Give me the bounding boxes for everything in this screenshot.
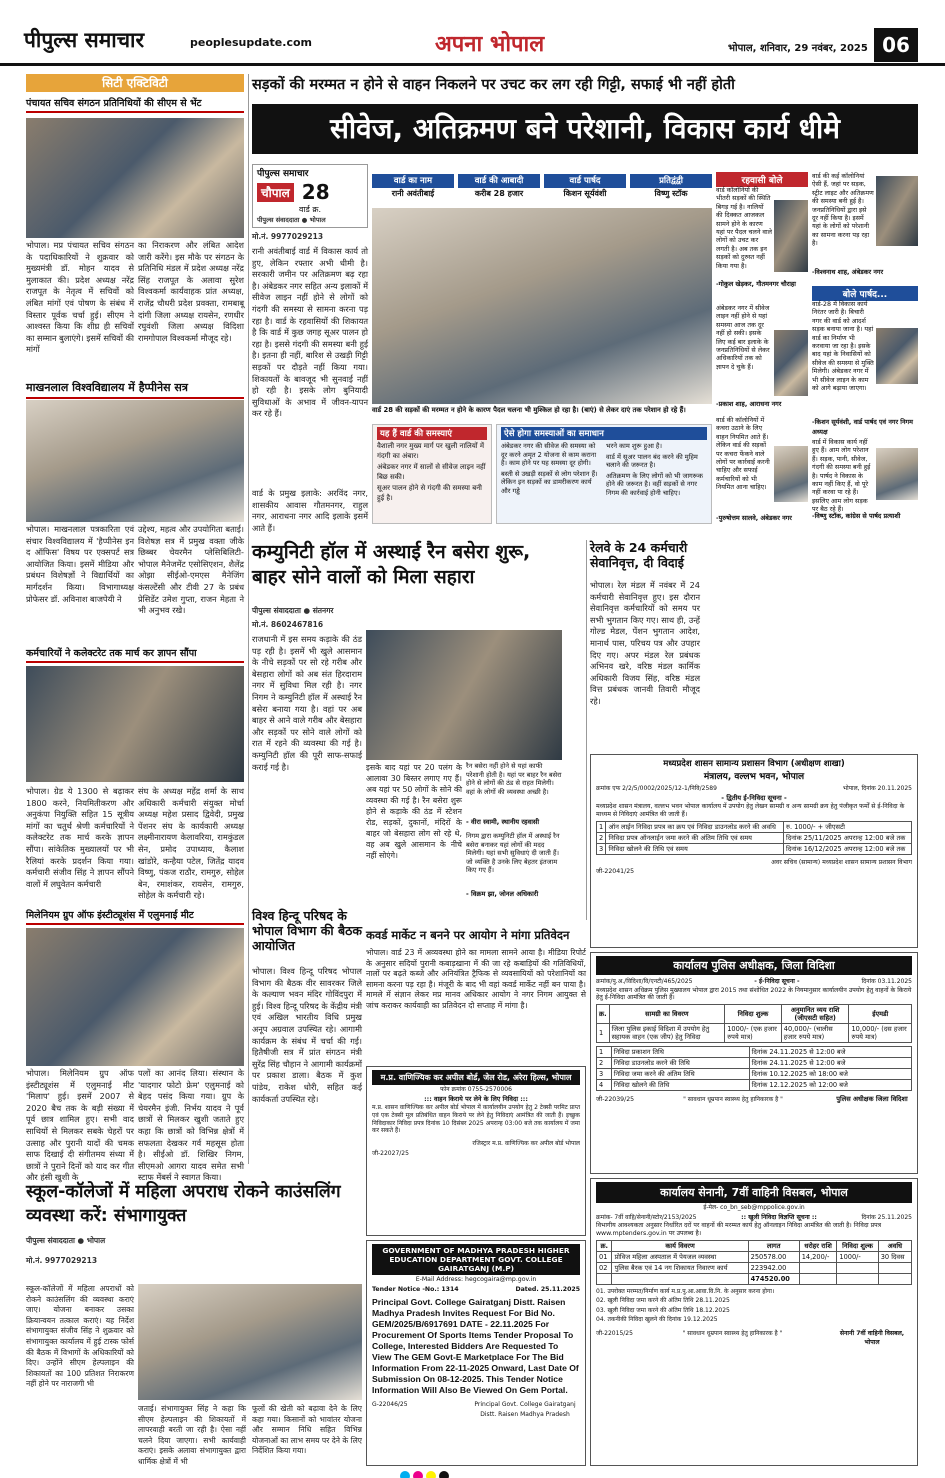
cell: दिनांक 16/12/2025 अपरान्ह 12:00 बजे तक bbox=[784, 843, 912, 854]
ward-name: रानी अवंतीबाई bbox=[391, 189, 435, 198]
hed-sign: Principal Govt. College Gairatganj Distt. Raisen Madhya Pradesh bbox=[474, 1401, 576, 1418]
cell bbox=[878, 1273, 911, 1284]
cell bbox=[597, 1273, 612, 1284]
cell: 3 bbox=[597, 843, 606, 854]
gad-body: मध्यप्रदेश शासन मंत्रालय, वल्लभ भवन भोपाल कार्यालय में उपयोग हेतु लेखन सामग्री व अन्य सामग्री क्रय हेतु पंजीकृत फर्मों से ई-निविदा के माध्यम से निविदाएं आमंत्रित की जाती हैं। bbox=[596, 803, 905, 818]
cell: 1000/- (एक हजार रुपये मात्र) bbox=[725, 1024, 782, 1043]
table-row bbox=[597, 1262, 912, 1273]
s2-title: माखनलाल विश्वविद्यालय में हैप्पीनेस सत्र bbox=[26, 380, 244, 399]
table-row bbox=[597, 1005, 912, 1024]
solution-2: बस्ती से उखड़ी सड़कों से लोग परेशान हैं। लेकिन इन सड़कों का डामरीकरण कार्य और गड्ढे bbox=[501, 469, 598, 495]
sena-title: कार्यालय सेनानी, 7वीं वाहिनी विसबल, भोपाल bbox=[596, 1182, 912, 1203]
resident-2: अंबेडकर नगर में सीवेज लाइन नहीं होने से यहां समस्या आज तक दूर नहीं हो सकी। इसके लिए कई बार इलाके के जनप्रतिनिधियों से लेकर अधिकारियों तक को ज्ञापन दे चुके हैं। bbox=[716, 304, 770, 371]
rain-basera-headline: कम्युनिटी हॉल में अस्थाई रैन बसेरा शुरू, बाहर सोने वालों को मिला सहारा bbox=[252, 541, 531, 588]
cyan-mark bbox=[400, 1471, 410, 1478]
chaupal-box bbox=[252, 164, 368, 228]
rival-label: प्रतिद्वंद्वी bbox=[630, 174, 712, 188]
cell: दिनांक 12.12.2025 को 12:00 बजे bbox=[749, 1080, 911, 1091]
resident-4-photo bbox=[876, 176, 918, 246]
s3-title: कर्मचारियों ने कलेक्टरेट तक मार्च कर ज्ञापन सौंपा bbox=[26, 646, 244, 663]
problem-2: अंबेडकर नगर में सालों से सीवेज लाइन नहीं बिछ सकी। bbox=[377, 463, 486, 481]
cell: 14,200/- bbox=[799, 1251, 837, 1262]
resident-2-name: -प्रकाश शाह, आराधना नगर bbox=[716, 400, 782, 408]
header-cell: कार्य विवरण bbox=[612, 1240, 748, 1251]
header-cell: ईएमडी bbox=[849, 1005, 912, 1024]
hed-g: G-22046/25 bbox=[372, 1401, 408, 1408]
resident-3: वार्ड की कॉलोनियों में कचरा उठाने के लिए वाहन नियमित आते हैं। लेकिन वार्ड की सड़कों पर कचरा फेंकने वाले लोगों पर कार्रवाई करनी चाहिए और सफाई कर्मचारियों को भी नियमित आना चाहिए। bbox=[716, 416, 770, 492]
cell: 1000/- bbox=[837, 1251, 878, 1262]
solution-4: वार्ड में सूअर पालन बंद करने की मुहिम चलाने की जरूरत है। bbox=[606, 452, 698, 470]
gad-table bbox=[596, 821, 912, 855]
kabad-body: भोपाल। वार्ड 23 में अव्यवस्था होने का मामला सामने आया है। मीडिया रिपोर्ट के अनुसार सदियों पुरानी कबाड़खाना में की जा रहे कबाड़ियों की गतिविधियों, नालों पर बढ़ते कब्जे और अनियंत्रित ट्रैफिक से व्यवसायियों को परेशानियों का सामना करना पड़ रहा है। मंजूरी के बाद भी वहां कवर्ड मार्केट नहीं बन पाया है। मामले में संज्ञान लेकर मप्र मानव अधिकार आयोग ने नगर निगम आयुक्त से जांच कराकर कार्यवाही का प्रतिवेदन दो सप्ताह में मांगा है। bbox=[366, 948, 586, 1010]
gad-title: मध्यप्रदेश शासन सामान्य प्रशासन विभाग (अधीक्षण शाखा) bbox=[663, 759, 845, 769]
school-body-a: स्कूल-कॉलेजों में महिला अपराधों को रोकने काउंसलिंग की व्यवस्था कराएं जाए। योजना बनाकर उसका क्रियान्वयन तत्काल कराएं। यह निर्देश संभागायुक्त संजीव सिंह ने शुक्रवार को संभागायुक्त कार्यालय में हुई टास्क फोर्स की बैठक में विभागों के अधिकारियों को दिए। उन्होंने सीएम हेल्पलाइन की शिकायतों का 100 प्रतिशत निराकरण नहीं होने पर नाराजगी भी bbox=[26, 1284, 134, 1389]
header-cell: अनुमानित व्यय राशि (जीएसटी सहित) bbox=[781, 1005, 849, 1024]
kabad-headline: कवर्ड मार्केट न बनने पर आयोग ने मांगा प्रतिवेदन bbox=[366, 928, 570, 942]
sena-std: " सावधान धूम्रपान स्वास्थ्य हेतु हानिकारक है " bbox=[682, 1329, 783, 1337]
s4-text-a: भोपाल। मिलेनियम ग्रुप ऑफ इंस्टीट्यूशंस में एलुमनाई मीट 'मिलाप' हुई। इसमें 2007 से 2020 बैच तक के बड़ी संख्या में पूर्व छात्र शामिल हुए। सभी वाद साथियों से मिलकर सबके चेहरों पर उत्साह और पुरानी यादों की चमक साफ दिखाई दी संगीतमय संध्या में छात्रों ने पुराने दिनों को याद कर गीत और हंसी खुशी के bbox=[26, 1068, 134, 1183]
header-cell: अवधि bbox=[878, 1240, 911, 1251]
lead-body-a: रानी अवंतीबाई वार्ड में विकास कार्य तो हुए, लेकिन रफ्तार अभी धीमी है। सरकारी जमीन पर अतिक्रमण बढ़ रहा है। अंबेडकर नगर सहित अन्य इलाकों में सीवेज लाइन नहीं होने से लोगों को गंदगी की समस्या से सामना करना पड़ रहा है। वार्ड के रहवासियों की शिकायत है कि वार्ड में कुछ जगह सूअर पालन हो रहा है। इससे गंदगी की समस्या बनी हुई है। इतना ही नहीं, बारिश से उखड़ी गिट्टी सड़कों पर दौड़ते नहीं किया गया। शिकायतों के बावजूद भी सुनवाई नहीं हो रही है। इसके लोग बुनियादी सुविधाओं के अभाव में जीवन-यापन कर रहे हैं। bbox=[252, 246, 368, 419]
councillor: किशन सूर्यवंशी bbox=[563, 189, 607, 198]
section-title: अपना भोपाल bbox=[435, 32, 545, 57]
table-row bbox=[597, 843, 912, 854]
cell: दिनांक 24.11.2025 से 12:00 बजे bbox=[749, 1058, 911, 1069]
cell: ऑन लाईन निविदा प्रपत्र का क्रय एवं निविदा डाउनलोड करने की अवधि bbox=[606, 821, 784, 832]
cell: दिनांक 25/11/2025 अपरान्ह 12:00 बजे तक bbox=[784, 832, 912, 843]
police-notice: - ई-निविदा सूचना - bbox=[754, 978, 800, 985]
councillor-label: वार्ड पार्षद bbox=[544, 174, 626, 188]
lead-headline: सीवेज, अतिक्रमण बने परेशानी, विकास कार्य धीमे bbox=[252, 104, 918, 154]
parshad-1-photo bbox=[876, 328, 918, 384]
cell: निविदा प्रपत्र ऑनलाईन जमा करने की अंतिम तिथि एवं समय bbox=[606, 832, 784, 843]
residents-title: रहवासी बोले bbox=[716, 172, 808, 187]
police-ad bbox=[590, 952, 918, 1174]
vhp-body: भोपाल। विश्व हिन्दू परिषद भोपाल विभाग की बैठक वीर सावरकर जिले के कल्याण भवन मंदिर गोविंदपुरा में हुई। विश्व हिन्दू परिषद के केंद्रीय मंत्री एवं अखिल भारतीय विधि प्रमुख अनूप अग्रवाल उपस्थित रहे। आगामी कार्यक्रम के संबंध में चर्चा की गई। हितैषीजी सत्र में प्रांत संगठन मंत्री सुरेंद्र सिंह चौहान ने आगामी कार्यक्रमों पर प्रकाश डाला। बैठक में कुश पांडेय, राकेश धोरी, सहित कई कार्यकर्ता उपस्थित रहे। bbox=[252, 966, 362, 1104]
rain-basera-quote-a-name: - वीरा स्वामी, स्थानीय रहवासी bbox=[466, 818, 540, 826]
ward-label: वार्ड क्र. bbox=[298, 205, 322, 214]
ward-number: 28 bbox=[301, 180, 330, 204]
resident-4: वार्ड की कई कॉलोनियां ऐसी हैं, जहां पर सड़क, स्ट्रीट लाइट और अतिक्रमण की समस्या बनी हुई है। जनप्रतिनिधियों द्वारा इसे दूर नहीं किया है। इसमें यहां के लोगों को परेशानी का सामना करना पड़ रहा है। bbox=[812, 172, 874, 248]
registration-marks bbox=[400, 1466, 452, 1478]
table-row bbox=[597, 1047, 912, 1058]
police-ref: क्रमांक/पु.अ./विदिशा/वि/एनटी/465/2025 bbox=[596, 978, 693, 985]
police-g: जी-22039/25 bbox=[596, 1096, 635, 1104]
hed-body: Principal Govt. College Gairatganj Distt. Raisen Madhya Pradesh Invites Request For Bid No. GEM/2025/B/6917691 DATE - 22.11.2025 For Procurement Of Sports Items Tender Proposal To College, Interested Bidders Are Requested To View The GEM Govt-E Marketplace For The Bid Information From 22-11-2025 Onward, Last Date Of Submission On 08-12-2025. This Tender Notice Information Will Also Be Viewed On Gem Portal. bbox=[372, 1297, 579, 1395]
parshad-2-name: -विष्णु स्टॉक, कांग्रेस से पार्षद प्रत्याशी bbox=[812, 512, 901, 520]
rain-basera-byline: पीपुल्स संवाददाता ● संतनगर bbox=[252, 606, 334, 615]
cell: पुलिस बैरक एवं 14 नग शिकायत निवारण कार्य bbox=[612, 1262, 748, 1273]
gad-ref: क्रमांक एफ 2/2/5/0002/2025/12-1/निवि/2589 bbox=[596, 785, 717, 792]
solution-3: भरने काम शुरू हुआ है। bbox=[606, 442, 662, 450]
cell: निविदा खोलने की तिथि एवं समय bbox=[606, 843, 784, 854]
city-activity-label: सिटी एक्टिविटी bbox=[26, 74, 244, 92]
school-body-c: फूलों की खेती को बढ़ावा देने के लिए कहा गया। किसानों को भावांतर योजना और सम्मान निधि सहित विभिन्न योजनाओं का लाभ समय पर देने के लिए निर्देशित किया गया। bbox=[252, 1404, 362, 1456]
table-row bbox=[597, 1024, 912, 1043]
gad-notice: - द्वितीय ई-निविदा सूचना - bbox=[721, 793, 787, 802]
school-byline: पीपुल्स संवाददाता ● भोपाल bbox=[26, 1236, 106, 1245]
cell: 1 bbox=[597, 1047, 612, 1058]
solutions-title: ऐसे होगा समस्याओं का समाधान bbox=[501, 427, 707, 440]
s1-text-b: का निराकरण और लंबित आदेश जारी करेंगे। इस मौके पर संगठन के प्रतिनिधि मंडल में प्रदेश अध्यक्ष नरेंद्र सिंह राजपूत के अलावा सुरेश विश्वकर्मा कार्यवाहक प्रांत अध्यक्ष, राजेंद्र चौधरी प्रदेश प्रवक्ता, रामबाबू दांगी जिला अध्यक्ष रायसेन, रणधीर रघुवंशी जिला अध्यक्ष विदिशा रामगोपाल विश्वकर्मा मौजूद रहे। bbox=[138, 240, 244, 343]
s4-text-b: पलों का आनंद लिया। संस्थान के 'यादगार फोटो फ्रेम' एलुमनाई को बेहद पसंद किया गया। ग्रुप के चेयरमैन इंजी. निर्भय यादव ने पूर्व छात्रों से मिलकर खुशी जताते हुए कहा कि छात्रों को विभिन्न क्षेत्रों में सफलता देखकर गर्व महसूस होता है। सीईओ डॉ. शिखिर निगम, सीएमओ आगरा यादव समेत सभी स्टाफ मेंबर्स ने स्वागत किया। bbox=[138, 1068, 244, 1183]
problem-3: सूअर पालन होने से गंदगी की समस्या बनी हुई है। bbox=[377, 484, 482, 502]
problem-1: वैशाली नगर मुख्य मार्ग पर खुली नालियों में गंदगी का अंबार। bbox=[377, 442, 485, 460]
s4-title: मिलेनियम ग्रुप ऑफ इंस्टीट्यूशंस में एलुमनाई मीट bbox=[26, 908, 244, 925]
alumni-meet-photo bbox=[26, 928, 244, 1066]
sena-g: जी-22015/25 bbox=[596, 1329, 633, 1337]
cell: 3 bbox=[597, 1069, 612, 1080]
rain-basera-photo bbox=[366, 630, 562, 760]
parshad-2: वार्ड में विकास कार्य नहीं हुए हैं। आम लोग परेशान हैं। सड़क, पानी, सीवेज, गंदगी की समस्या बनी हुई है। पार्षद ने विकास के काम नहीं किए हैं, वो पूरे नहीं करवा पा रहे हैं। इसलिए आम लोग सड़क पर बैठ रहे हैं। bbox=[812, 438, 871, 514]
header-cell: क्र. bbox=[597, 1240, 612, 1251]
table-row bbox=[597, 821, 912, 832]
sena-body: विभागीय आवश्यकता अनुसार निर्धारित दरों पर वाहनों की मरम्मत कार्य हेतु ऑनलाइन निविदा आमंत्रित की जाती है। निविदा प्रपत्र www.mptenders.gov.in पर उपलब्ध है। bbox=[596, 1222, 882, 1237]
sena-email: ई-मेल- co_bn_seb@mppolice.gov.in bbox=[703, 1204, 805, 1211]
s3-text-b: संघ के अध्यक्ष महेंद्र शर्मा के साथ अधिकारी कर्मचारी संयुक्त मोर्चा अध्यक्ष महेश प्रसाद द्विवेदी, प्रमुख पेंशनर संघ के कार्यकारी अध्यक्ष लक्ष्मीनारायण केलावरिया, रामकुंडल सेन, प्रमोद उपाध्याय, कैलाश खांडोरे, कन्हैया पटेल, जितेंद्र यादव विष्णु, पंकज राठौर, रामगुरु, सोहेल बेन, रमाशंकर, रायसेन, रामगुरु, सोहेल के कर्मचारी रहे। bbox=[138, 786, 244, 901]
cell: 250578.00 bbox=[748, 1251, 799, 1262]
cell: दिनांक 10.12.2025 को 18:00 बजे bbox=[749, 1069, 911, 1080]
cell: 2 bbox=[597, 1058, 612, 1069]
mp-g: जी-22027/25 bbox=[372, 1149, 409, 1157]
cell: प्रोविज महिला अस्पताल में पेयजल व्यवस्था bbox=[612, 1251, 748, 1262]
header-cell: लागत bbox=[748, 1240, 799, 1251]
problems-title: यह हैं वार्ड की समस्याएं bbox=[377, 427, 487, 440]
railway-headline: रेलवे के 24 कर्मचारी सेवानिवृत्त, दी विदाई bbox=[590, 540, 688, 570]
cell: निविदा खोलने की तिथि bbox=[611, 1080, 749, 1091]
header-cell: निविदा शुल्क bbox=[725, 1005, 782, 1024]
sena-date-3: 03. खुली निविदा जमा करने की अंतिम तिथि 18.12.2025 bbox=[596, 1306, 730, 1314]
mp-sign: रजिस्ट्रार म.प्र. वाणिज्यिक कर अपील बोर्ड भोपाल bbox=[472, 1140, 580, 1148]
hed-title: GOVERNMENT OF MADHYA PRADESH HIGHER EDUCATION DEPARTMENT GOVT. COLLEGE GAIRATGANJ (M.P) bbox=[372, 1244, 580, 1275]
gad-ad bbox=[590, 754, 918, 948]
rain-basera-body-a: राजधानी में इस समय कड़ाके की ठंड पड़ रही है। इसमें भी खुले आसमान के नीचे सड़कों पर सो रहे गरीब और बेसहारा लोगों को अब संत हिरदाराम नगर में सुविधा मिल रही है। नगर निगम ने कम्युनिटी हॉल में अस्थाई रैन बसेरा बनाया गया है। वहां पर अब बाहर से आने वाले गरीब और बेसहारा और सड़कों पर सोने वाले लोगों को रात में रहने की व्यवस्था की गई है। कम्युनिटी हॉल की पूरी साफ-सफाई कराई गई है। bbox=[252, 634, 362, 772]
police-date: दिनांक 03.11.2025 bbox=[861, 978, 912, 985]
ward-name-label: वार्ड का नाम bbox=[372, 174, 454, 188]
cell: 223942.00 bbox=[748, 1262, 799, 1273]
sena-date-1: 01. उपरोक्त मरम्मत/निर्माण कार्य म.प्र.पु.आ.आवा.वि.नि. के अनुसार करना होगा। bbox=[596, 1287, 775, 1295]
sena-date-2: 02. खुली निविदा जमा करने की अंतिम तिथि 28.11.2025 bbox=[596, 1297, 730, 1305]
rival: विष्णु स्टॉक bbox=[654, 189, 688, 198]
problems-box bbox=[372, 424, 492, 524]
table-row bbox=[597, 1080, 912, 1091]
police-table bbox=[596, 1004, 912, 1043]
cell: रु. 1000/- + जीएसटी bbox=[784, 821, 912, 832]
cell bbox=[612, 1273, 748, 1284]
resident-3-name: -पुरुषोत्तम सालवे, अंबेडकर नगर bbox=[716, 514, 792, 522]
vhp-headline: विश्व हिन्दू परिषद के भोपाल विभाग की बैठक आयोजित bbox=[252, 908, 362, 953]
magenta-mark bbox=[413, 1471, 423, 1478]
university-session-photo bbox=[26, 400, 244, 522]
cell bbox=[799, 1262, 837, 1273]
cell bbox=[799, 1273, 837, 1284]
page-number: 06 bbox=[874, 28, 918, 62]
resident-3-photo bbox=[774, 446, 808, 502]
cell: 10,000/- (दस हजार रुपये मात्र) bbox=[849, 1024, 912, 1043]
sena-table bbox=[596, 1240, 912, 1285]
school-body-b: जताई। संभागायुक्त सिंह ने कहा कि सीएम हेल्पलाइन की शिकायतों में लापरवाही बरती जा रही है। ऐसा नहीं चलने दिया जाएगा। सभी कार्यवाही कराएं। इसके अलावा संभागायुक्त द्वारा धार्मिक क्षेत्रों में भी bbox=[138, 1404, 246, 1466]
hed-no: Tender Notice -No.: 1314 bbox=[372, 1285, 459, 1293]
mp-notice: ::: वाहन किराये पर लेने के लिए निविदा ::: bbox=[424, 1094, 528, 1103]
s2-text-a: भोपाल। माखनलाल पत्रकारिता एवं संचार विश्वविद्यालय में 'हैप्पीनेस इन द ऑफिस' विषय पर एक्सपर्ट सत्र आयोजित किया। इसमें मीडिया और प्रबंधन विशेषज्ञों ने विद्यार्थियों का मार्गदर्शन किया। विभागाध्यक्ष प्रोफेसर डॉ. अविनाश बाजपेयी ने bbox=[26, 524, 134, 604]
s1-title: पंचायत सचिव संगठन प्रतिनिधियों की सीएम से भेंट bbox=[26, 96, 244, 113]
table-row bbox=[597, 1069, 912, 1080]
resident-1-name: -गोकुल खेड़कर, गौतमनगर चौराहा bbox=[716, 280, 796, 288]
sena-sign: सेनानी 7वीं वाहिनी विसबल, भोपाल bbox=[839, 1329, 905, 1347]
cell: 4 bbox=[597, 1080, 612, 1091]
resident-1-photo bbox=[774, 200, 808, 272]
black-mark bbox=[439, 1471, 449, 1478]
newspaper-logo: पीपुल्स समाचार bbox=[24, 27, 145, 52]
cell: जिला पुलिस इकाई विदिशा में उपयोग हेतु सहायक वाहन (एक जीप) हेतु निविदा bbox=[609, 1024, 725, 1043]
resident-2-photo bbox=[774, 330, 808, 396]
police-schedule bbox=[596, 1046, 912, 1091]
sena-date-4: 04. तकनीकी निविदा खुलने की दिनांक 19.12.2025 bbox=[596, 1316, 718, 1324]
police-std: " सावधान धूम्रपान स्वास्थ्य हेतु हानिकारक है " bbox=[683, 1096, 783, 1104]
cell: 01 bbox=[597, 1251, 612, 1262]
cm-meeting-photo bbox=[26, 118, 244, 238]
rain-basera-mobile: मो.नं. 8602467816 bbox=[252, 620, 324, 629]
resident-4-name: -विश्वनाथ शाह, अंबेडकर नगर bbox=[812, 268, 884, 276]
cell: 1 bbox=[597, 1024, 610, 1043]
cell: 30 दिवस bbox=[878, 1251, 911, 1262]
sena-notice: :: खुली निविदा विज्ञप्ति सूचना :: bbox=[741, 1213, 817, 1221]
header-cell: क्र. bbox=[597, 1005, 610, 1024]
gad-sub: मंत्रालय, वल्लभ भवन, भोपाल bbox=[703, 772, 805, 782]
table-row bbox=[597, 1240, 912, 1251]
police-body: मध्यप्रदेश शासन अधिक्रम पुलिस मुख्यालय भोपाल द्वारा 2015 तथा संशोधित 2022 के नियमानुसार कार्यालयीन उपयोग हेतु वाहनों के किराये हेतु ई-निविदा आमंत्रित की जाती है। bbox=[596, 986, 912, 1002]
parshad-1: वार्ड-28 में विकास कार्य निरंतर जारी है। बिचारी नगर की वार्ड को आदर्श सड़क बनाया जाना है। यहां वार्ड का निर्माण भी करवाया जा रहा है। इसके बाद यहां के निवासियों को सीवेज की समस्या से मुक्ति मिलेगी। अंबेडकर नगर में भी सीवेज लाइन के काम को आगे बढ़ाया जाएगा। bbox=[812, 300, 874, 393]
header-cell: निविदा शुल्क bbox=[837, 1240, 878, 1251]
rain-basera-body-b-col: इसके बाद यहां पर 20 पलंग के आलावा 30 बिस्तर लगाए गए हैं। अब यहां पर 50 लोगों के सोने की व्यवस्था की गई है। रैन बसेरा शुरू होने से कड़ाके की ठंड में स्टेशन रोड, सड़कों, दुकानों, मंदिरों के बाहर जो बेसहारा लोग सो रहे थे, वह अब खुले आसमान के नीचे नहीं सोएंगे। bbox=[366, 763, 462, 860]
cell: दिनांक 24.11.2025 से 12:00 बजे bbox=[749, 1047, 911, 1058]
solution-5: अतिक्रमण के लिए लोगों को भी जागरूक होने की जरूरत है। वहीं सड़कों से नगर निगम की कार्रवाई होनी चाहिए। bbox=[606, 471, 703, 497]
hed-email: E-Mail Address: hegcogaira@mp.gov.in bbox=[415, 1276, 537, 1283]
masthead bbox=[0, 0, 945, 66]
population-label: वार्ड की आबादी bbox=[458, 174, 540, 188]
column-rule bbox=[248, 74, 249, 1164]
cell bbox=[837, 1262, 878, 1273]
lead-kicker: सड़कों की मरम्मत न होने से वाहन निकलने पर उचट कर लग रही गिट्टी, सफाई भी नहीं होती bbox=[252, 77, 735, 93]
school-headline: स्कूल-कॉलेजों में महिला अपराध रोकने काउंसलिंग व्यवस्था करें: संभागायुक्त bbox=[26, 1182, 341, 1226]
cell: निविदा जमा करने की अंतिम तिथि bbox=[611, 1069, 749, 1080]
collectorate-march-photo bbox=[26, 666, 244, 782]
table-row bbox=[597, 1273, 912, 1284]
s3-text-a: भोपाल। ग्रेड ये 1300 से बढ़ाकर 1800 करने, नियमितीकरण और अनुकंपा नियुक्ति सहित 15 सूत्रीय मांगों का चतुर्थ श्रेणी कर्मचारियों ने कलेक्टरेट तक मार्च करके ज्ञापन सौंपा। सांकेतिक मुख्यालयों पर भी रैलियां करके प्रदर्शन किया गया। कर्मचारी संजीव सिंह ने ज्ञापन सौंपने वालों में लघुवेतन कर्मचारी bbox=[26, 786, 134, 889]
mp-phone: फोन क्रमांक 0755-2570006 bbox=[440, 1086, 512, 1093]
cell: 02 bbox=[597, 1262, 612, 1273]
school-meeting-photo bbox=[138, 1284, 362, 1400]
police-sign: पुलिस अधीक्षक जिला विदिशा bbox=[836, 1095, 908, 1104]
solutions-box bbox=[496, 424, 712, 524]
gad-g: जी-22041/25 bbox=[596, 868, 635, 876]
police-title: कार्यालय पुलिस अधीक्षक, जिला विदिशा bbox=[596, 956, 912, 975]
lead-photo-caption: वार्ड 28 की सड़कों की मरम्मत न होने के कारण पैदल चलना भी मुश्किल हो रहा है। (बाएं) से लेकर दाएं तक परेशान हो रहे हैं। bbox=[372, 406, 686, 414]
rain-basera-quote-b: निगम द्वारा कम्युनिटी हॉल में अस्थाई रैन बसेरा बनाकर यहां लोगों की मदद मिलेगी। यहां सभी सुविधाएं दी जाती हैं। जो व्यक्ति है उनके लिए बेहतर इंतजाम किए गए हैं। bbox=[466, 832, 560, 875]
s1-text-a: भोपाल। मप्र पंचायत सचिव संगठन के पदाधिकारियों ने शुक्रवार को मुख्यमंत्री डॉ. मोहन यादव से मुलाकात की। प्रदेश अध्यक्ष नरेंद्र राजपूत के नेतृत्व में सचिवों को लंबित मांगों एवं पोषण के संबंध में विस्तार पूर्वक चर्चा हुई। सीएम ने आश्वस्त किया कि शीघ्र ही सचिवों का सम्मान बुलाएंगे। इसमें सचिवों की मांगों bbox=[26, 240, 134, 355]
sena-date: दिनांक 25.11.2025 bbox=[861, 1213, 912, 1221]
column-rule bbox=[586, 540, 587, 920]
table-row bbox=[597, 1251, 912, 1262]
mp-body: म.प्र. शासन वाणिज्यिक कर अपील बोर्ड भोपाल में कार्यालयीन उपयोग हेतु 2 टेक्सी परमिट प्राप्त एवं एक टेक्सी मूल प्रतिबंधित वाहन किराये पर लेने हेतु निविदाएं आमंत्रित की जाती हैं। इच्छुक निविदाकार निविदा प्रपत्र दिनांक 10 दिसंबर 2025 अपरान्ह 03:00 बजे तक कार्यालय में जमा कर सकते हैं। bbox=[372, 1104, 580, 1135]
hed-date: Dated. 25.11.2025 bbox=[515, 1285, 580, 1293]
railway-body: भोपाल। रेल मंडल में नवंबर में 24 कर्मचारी सेवानिवृत्त हुए। इस दौरान सेवानिवृत्त कर्मचारियों को समय पर सभी भुगतान किए गए। साथ ही, उन्हें गोल्ड मेडल, पेंशन भुगतान आदेश, मानार्थ पास, परिचय पत्र और उपहार दिए गए। अपर मंडल रेल प्रबंधक अभिनव खरे, वरिष्ठ मंडल कार्मिक अधिकारी विजय सिंह, वरिष्ठ मंडल वित्त प्रबंधक जानवी तिवारी मौजूद रहे। bbox=[590, 580, 700, 706]
cell: 2 bbox=[597, 832, 606, 843]
total-cell: 474520.00 bbox=[748, 1273, 799, 1284]
school-mobile: मो.नं. 9977029213 bbox=[26, 1256, 98, 1265]
table-row bbox=[597, 1058, 912, 1069]
lead-body-b: वार्ड के प्रमुख इलाके: अरविंद नगर, शासकीय आवास गौतमनगर, राहुल नगर, आराधना नगर आदि इलाके इसमें आते हैं। bbox=[252, 488, 368, 533]
header-cell: धरोहर राशि bbox=[799, 1240, 837, 1251]
resident-1: वार्ड कॉलोनियों की भीतरी सड़कों की स्थिति बिगड़ गई है। नालियों की दिक्कत आजकल सामने होने के कारण यहां पर पैदल चलने वाले लोगों को उचट कर लगती है। अब तक इन सड़कों को दुरुस्त नहीं किया गया है। bbox=[716, 186, 772, 270]
sena-ref: क्रमांक- 7वीं वाहि/सेनानी/स्टोर/2153/2025 bbox=[596, 1213, 697, 1221]
cell: निविदा डाउनलोड करने की तिथि bbox=[611, 1058, 749, 1069]
rain-basera-quote-b-name: - विक्रम झा, जोनल अधिकारी bbox=[466, 890, 539, 898]
population: करीब 28 हजार bbox=[474, 189, 524, 198]
cell bbox=[837, 1273, 878, 1284]
lead-mobile: मो.नं. 9977029213 bbox=[252, 232, 324, 241]
dateline: भोपाल, शनिवार, 29 नवंबर, 2025 bbox=[728, 43, 868, 54]
mp-tax-ad bbox=[366, 1066, 586, 1236]
sena-ad bbox=[590, 1178, 918, 1466]
ward-info-strip bbox=[372, 174, 712, 204]
gad-date: भोपाल, दिनांक 20.11.2025 bbox=[842, 785, 912, 792]
cell: 40,000/- (चालीस हजार रुपये मात्र) bbox=[781, 1024, 849, 1043]
parshad-2-photo bbox=[876, 448, 918, 500]
chaupal-label: चौपाल bbox=[257, 183, 294, 202]
parshad-title: बोले पार्षद... bbox=[812, 286, 918, 301]
website: peoplesupdate.com bbox=[190, 36, 312, 49]
hed-ad bbox=[366, 1240, 586, 1466]
chaupal-logo: पीपुल्स समाचार bbox=[257, 169, 309, 179]
rain-basera-quote-a: रैन बसेरा नहीं होने से यहां काफी परेशानी होती है। यहां पर बाहर रैन बसेरा होने से लोगों की ठंड से राहत मिलेगी। वहां के लोगों की व्यवस्था अच्छी है। bbox=[466, 762, 562, 796]
parshad-1-name: -किशन सूर्यवंशी, वार्ड पार्षद एवं नगर निगम अध्यक्ष bbox=[812, 418, 913, 436]
cell: 1 bbox=[597, 821, 606, 832]
header-cell: सामग्री का विवरण bbox=[609, 1005, 725, 1024]
cell: निविदा प्रकाशन तिथि bbox=[611, 1047, 749, 1058]
cell bbox=[878, 1262, 911, 1273]
s2-text-b: उद्देश्य, महत्व और उपयोगिता बताई। विशेषज्ञ सत्र में प्रमुख वक्ता जीके छिब्बर चेयरमैन प्लेसिबिलिटी-भोपाल मैनेजमेंट एसोसिएशन, शैलेंद्र ओझा सीईओ-एमएस मैनेजिंग कंसल्टेंसी और टीवी 27 के प्रबंध प्रेसिडेंट उमेश गुप्ता, राजन मेहता ने भी अनुभव रखे। bbox=[138, 524, 244, 616]
ward-street-photo bbox=[372, 208, 712, 404]
mp-title: म.प्र. वाणिज्यिक कर अपील बोर्ड, जेल रोड, अरेरा हिल्स, भोपाल bbox=[372, 1070, 580, 1085]
lead-byline: पीपुल्स संवाददाता ● भोपाल bbox=[257, 216, 326, 224]
table-row bbox=[597, 832, 912, 843]
solution-1: अंबेडकर नगर की सीवेज की समस्या को दूर करने अमृत 2 योजना से काम कराना है। काम होने पर यह समस्या दूर होगी। bbox=[501, 442, 597, 468]
yellow-mark bbox=[426, 1471, 436, 1478]
gad-sign: अवर सचिव (सामान्य) मध्यप्रदेश शासन सामान्य प्रशासन विभाग bbox=[771, 858, 912, 866]
